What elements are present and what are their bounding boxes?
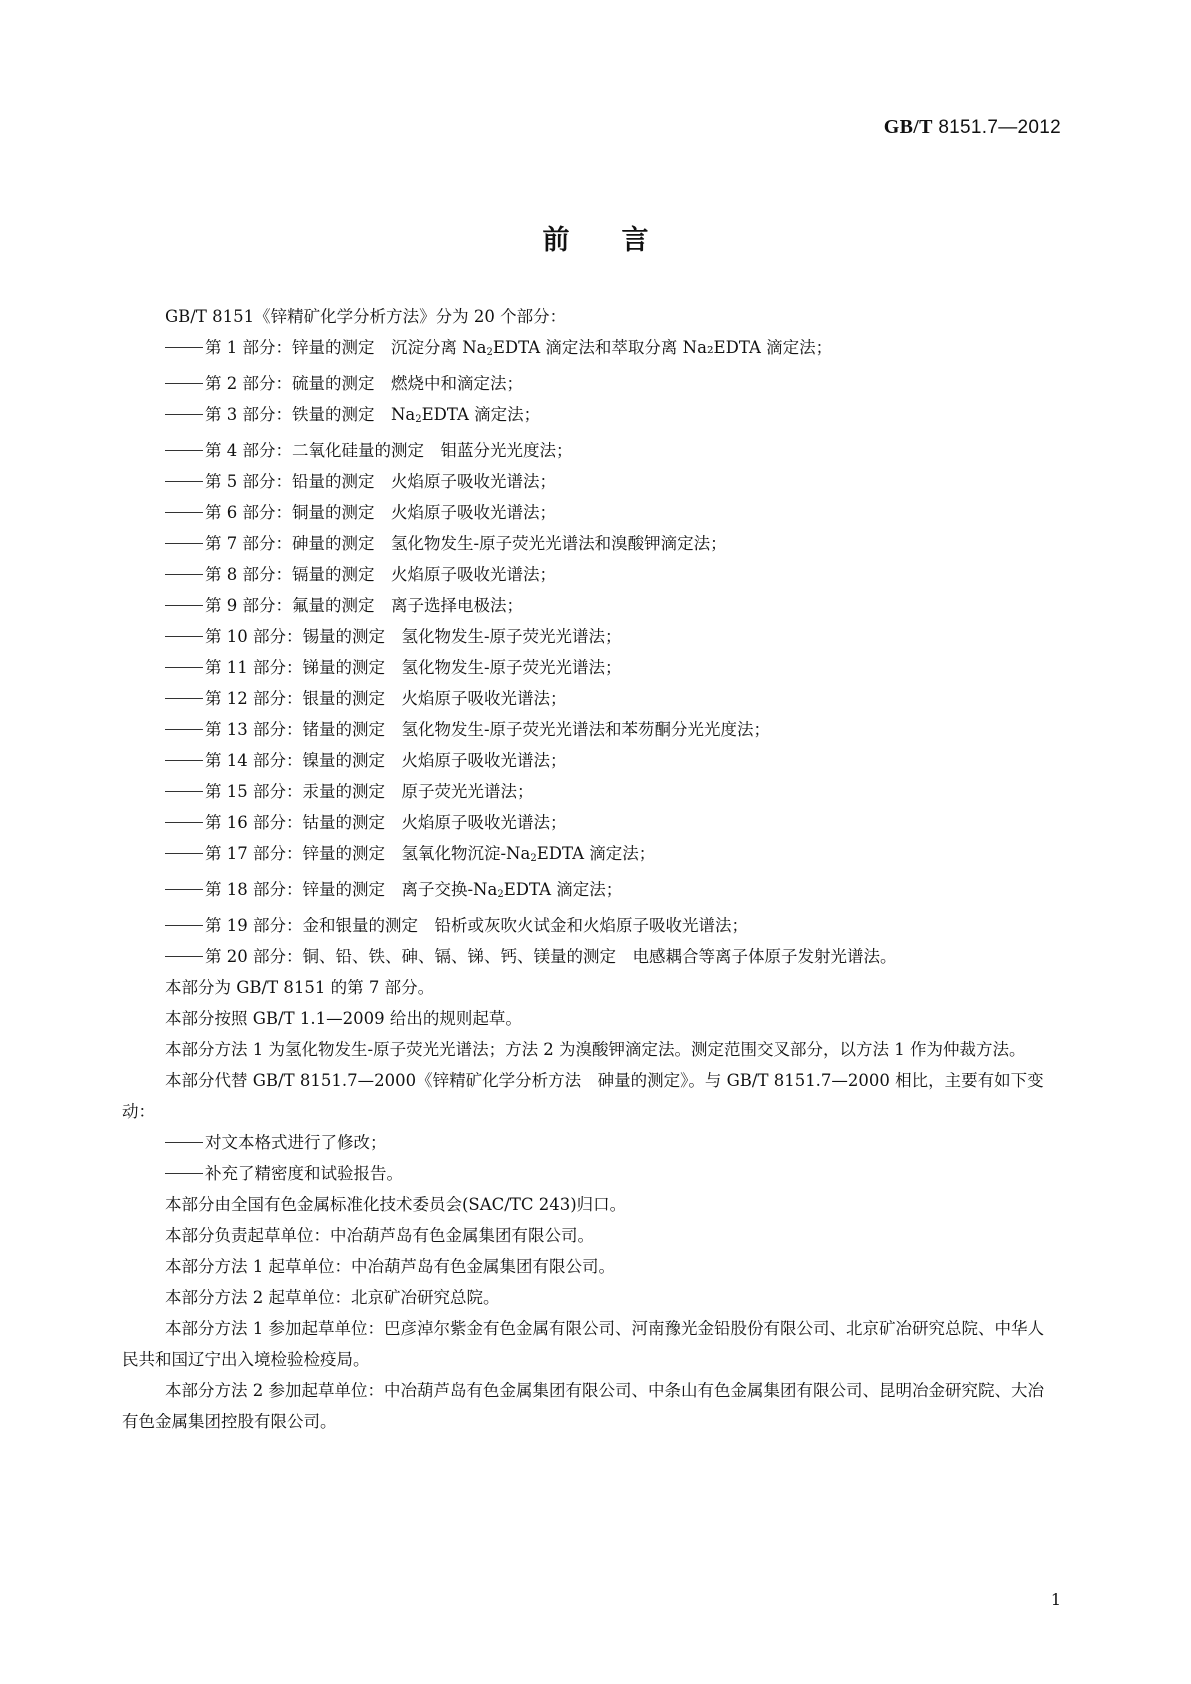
dash-mark	[165, 559, 205, 590]
dash-mark	[165, 1158, 205, 1189]
committee-paragraph: 本部分由全国有色金属标准化技术委员会(SAC/TC 243)归口。	[165, 1195, 627, 1214]
dash-mark	[165, 910, 205, 941]
standard-prefix: GB/T	[883, 116, 933, 138]
dash-mark	[165, 368, 205, 399]
responsible-unit-paragraph: 本部分负责起草单位：中冶葫芦岛有色金属集团有限公司。	[165, 1226, 594, 1245]
dash-mark	[165, 466, 205, 497]
replaces-paragraph: 本部分代替 GB/T 8151.7—2000《锌精矿化学分析方法 砷量的测定》。与 GB/T 8151.7—2000 相比，主要有如下变动：	[122, 1071, 1044, 1121]
dash-mark	[165, 745, 205, 776]
standard-code	[884, 116, 1061, 139]
part-list-item: 第 8 部分：镉量的测定 火焰原子吸收光谱法；	[122, 559, 1060, 590]
dash-mark	[165, 838, 205, 869]
drafting-rule-paragraph: 本部分按照 GB/T 1.1—2009 给出的规则起草。	[165, 1009, 522, 1028]
part-number-paragraph: 本部分为 GB/T 8151 的第 7 部分。	[165, 978, 435, 997]
dash-mark	[165, 497, 205, 528]
part-list-item: 第 9 部分：氟量的测定 离子选择电极法；	[122, 590, 1060, 621]
dash-mark	[165, 941, 205, 972]
dash-mark	[165, 590, 205, 621]
method1-participants-paragraph: 本部分方法 1 参加起草单位：巴彦淖尔紫金有色金属有限公司、河南豫光金铅股份有限公司、北京矿冶研究总院、中华人民共和国辽宁出入境检验检疫局。	[122, 1319, 1044, 1369]
methods-paragraph: 本部分方法 1 为氢化物发生-原子荧光光谱法；方法 2 为溴酸钾滴定法。测定范围交叉部分，以方法 1 作为仲裁方法。	[165, 1040, 1026, 1059]
dash-mark	[165, 435, 205, 466]
part-list-item: 第 7 部分：砷量的测定 氢化物发生-原子荧光光谱法和溴酸钾滴定法；	[122, 528, 1060, 559]
part-list-item: 第 2 部分：硫量的测定 燃烧中和滴定法；	[122, 368, 1060, 399]
standard-number: 8151.7—2012	[938, 117, 1061, 138]
part-list-item: 第 1 部分：锌量的测定 沉淀分离 $Na_2EDTA$ 滴定法和萃取分离 Na₂EDTA 滴定法；	[122, 332, 1060, 368]
part-list-item: 第 20 部分：铜、铅、铁、砷、镉、锑、钙、镁量的测定 电感耦合等离子体原子发射光谱法。	[122, 941, 1060, 972]
method2-participants-paragraph: 本部分方法 2 参加起草单位：中冶葫芦岛有色金属集团有限公司、中条山有色金属集团有限公司、昆明冶金研究院、大冶有色金属集团控股有限公司。	[122, 1381, 1044, 1431]
dash-mark	[165, 332, 205, 363]
page-title: 前言	[542, 225, 701, 256]
dash-mark	[165, 714, 205, 745]
intro-paragraph: GB/T 8151《锌精矿化学分析方法》分为 20 个部分：	[165, 307, 567, 326]
page-number: 1	[1050, 1590, 1061, 1609]
dash-mark	[165, 399, 205, 430]
dash-mark	[165, 683, 205, 714]
part-list-item: 第 13 部分：锗量的测定 氢化物发生-原子荧光光谱法和苯芴酮分光光度法；	[122, 714, 1060, 745]
part-list-item: 第 3 部分：铁量的测定 $Na_2EDTA$ 滴定法；	[122, 399, 1060, 435]
part-list-item: 第 17 部分：锌量的测定 氢氧化物沉淀$-Na_2EDTA$ 滴定法；	[122, 838, 1060, 874]
change-item: 对文本格式进行了修改；	[122, 1127, 1060, 1158]
method1-unit-paragraph: 本部分方法 1 起草单位：中冶葫芦岛有色金属集团有限公司。	[165, 1257, 615, 1276]
dash-mark	[165, 528, 205, 559]
change-item: 补充了精密度和试验报告。	[122, 1158, 1060, 1189]
part-list-item: 第 5 部分：铅量的测定 火焰原子吸收光谱法；	[122, 466, 1060, 497]
part-list-item: 第 6 部分：铜量的测定 火焰原子吸收光谱法；	[122, 497, 1060, 528]
part-list-item: 第 19 部分：金和银量的测定 铅析或灰吹火试金和火焰原子吸收光谱法；	[122, 910, 1060, 941]
part-list-item: 第 18 部分：锌量的测定 离子交换$-Na_2EDTA$ 滴定法；	[122, 874, 1060, 910]
part-list-item: 第 14 部分：镍量的测定 火焰原子吸收光谱法；	[122, 745, 1060, 776]
method2-unit-paragraph: 本部分方法 2 起草单位：北京矿冶研究总院。	[165, 1288, 500, 1307]
part-list-item: 第 4 部分：二氧化硅量的测定 钼蓝分光光度法；	[122, 435, 1060, 466]
dash-mark	[165, 621, 205, 652]
dash-mark	[165, 776, 205, 807]
dash-mark	[165, 874, 205, 905]
part-list-item: 第 15 部分：汞量的测定 原子荧光光谱法；	[122, 776, 1060, 807]
part-list-item: 第 11 部分：锑量的测定 氢化物发生-原子荧光光谱法；	[122, 652, 1060, 683]
dash-mark	[165, 1127, 205, 1158]
dash-mark	[165, 807, 205, 838]
parts-list	[122, 332, 1060, 972]
part-list-item: 第 12 部分：银量的测定 火焰原子吸收光谱法；	[122, 683, 1060, 714]
part-list-item: 第 16 部分：钴量的测定 火焰原子吸收光谱法；	[122, 807, 1060, 838]
part-list-item: 第 10 部分：锡量的测定 氢化物发生-原子荧光光谱法；	[122, 621, 1060, 652]
dash-mark	[165, 652, 205, 683]
foreword-body	[122, 301, 1060, 1437]
